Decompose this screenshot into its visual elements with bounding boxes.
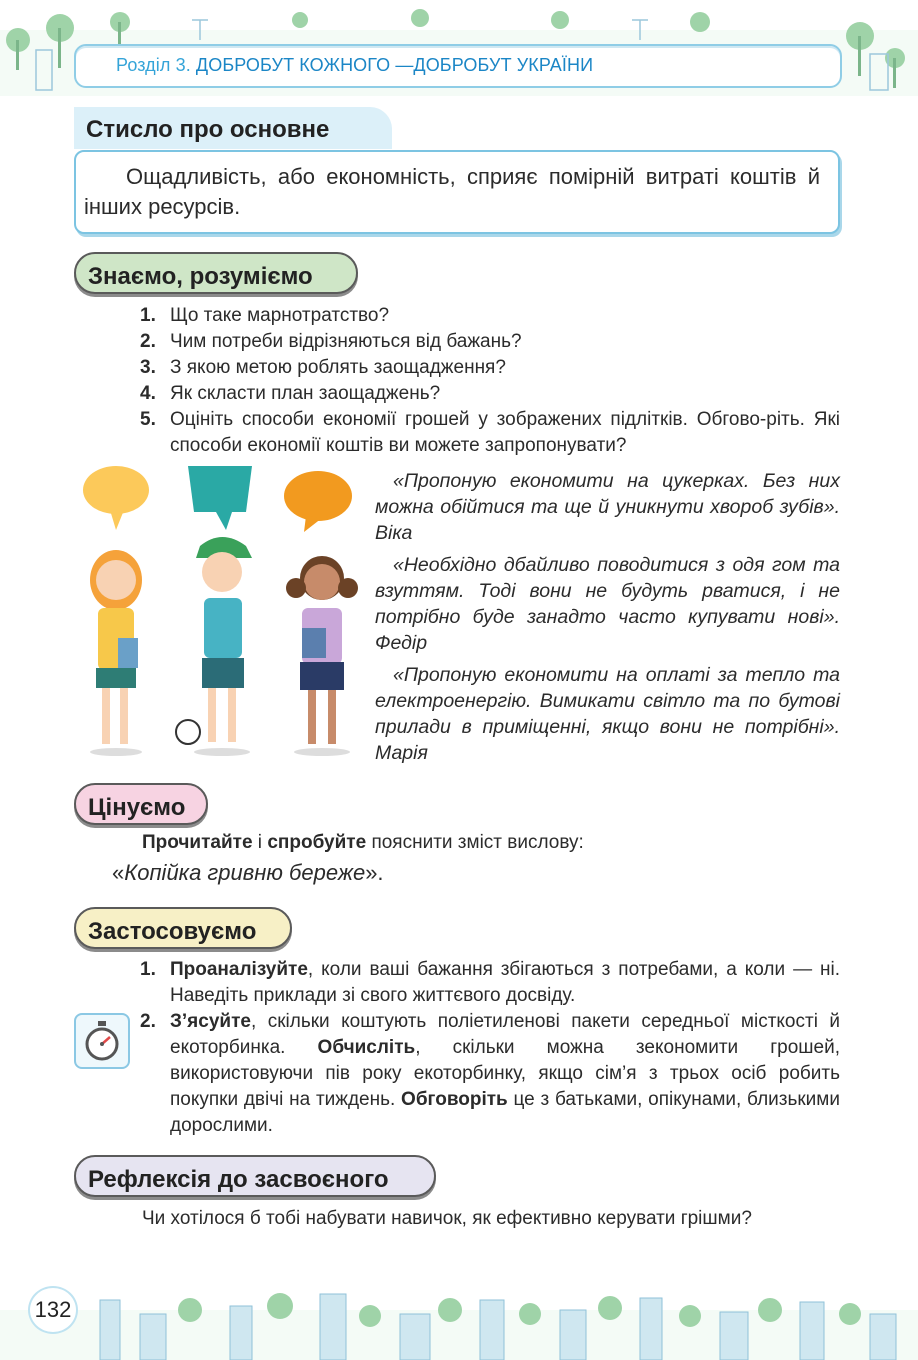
quote-fedir: «Необхідно дбайливо поводитися з одя гом та взуттям. Тоді вони не будуть рватися, і не потрібно буде занадто часто купувати нові». Федір (375, 554, 840, 654)
teens-with-speech-bubbles-icon (76, 462, 366, 762)
apply-heading: Застосовуємо (74, 907, 292, 949)
list-item: 2. З’ясуйте, скільки коштують поліетиленові пакети середньої місткості й екоторбинка. Обчисліть, скільки можна зекономити грошей, використовуючи пів року екоторбинку, якщо сім’я з трьох осіб робить покупки двічі на тиждень. Обговоріть це з батьками, опікунами, близькими дорослими. (140, 1011, 841, 1136)
reflection-question: Чи хотілося б тобі набувати навичок, як ефективно керувати грішми? (142, 1208, 752, 1229)
summary-box: Ощадливість, або економність, сприяє помірній витраті коштів й інших ресурсів. (74, 150, 840, 234)
stopwatch-icon (74, 1013, 130, 1069)
summary-heading: Стисло про основне (74, 107, 392, 149)
teens-illustration (76, 462, 366, 762)
value-heading: Цінуємо (74, 783, 208, 825)
list-item: 4. Як скласти план заощаджень? (140, 383, 441, 404)
bottom-city-decoration (0, 1270, 918, 1360)
quote-vika: «Пропоную економити на цукерках. Без них можна обійтися та ще й уникнути хвороб зубів». Віка (375, 470, 840, 544)
section-label: Розділ 3. (116, 55, 191, 75)
value-instruction: Прочитайте і спробуйте пояснити зміст вислову: (142, 832, 584, 853)
know-heading: Знаємо, розуміємо (74, 252, 358, 294)
quote-mariia: «Пропоную економити на оплаті за тепло та електроенергію. Вимикати світло та по бутові прилади в приміщенні, якщо вони не потрібні». Марія (375, 664, 840, 764)
list-item: 1. Що таке марнотратство? (140, 305, 390, 326)
list-item: 2. Чим потреби відрізняються від бажань? (140, 331, 522, 352)
page-number: 132 (28, 1286, 78, 1334)
chapter-header-text (116, 55, 593, 76)
top-city-decoration (0, 0, 918, 96)
chapter-header (74, 44, 842, 88)
list-item: 5. Оцініть способи економії грошей у зображених підлітків. Обгово-ріть. Які способи економії коштів ви можете запропонувати? (140, 409, 840, 456)
list-item: 1. Проаналізуйте, коли ваші бажання збігаються з потребами, а коли — ні. Наведіть приклади зі свого життєвого досвіду. (140, 959, 840, 1006)
know-question-list (140, 303, 840, 459)
list-item: 3. З якою метою роблять заощадження? (140, 357, 506, 378)
proverb: «Копійка гривню береже». (112, 860, 384, 885)
city-skyline-bottom (0, 1270, 918, 1360)
section-title: ДОБРОБУТ КОЖНОГО —ДОБРОБУТ УКРАЇНИ (195, 55, 594, 75)
teen-quotes (375, 468, 840, 772)
reflection-heading: Рефлексія до засвоєного (74, 1155, 436, 1197)
apply-task-list (140, 957, 840, 1139)
